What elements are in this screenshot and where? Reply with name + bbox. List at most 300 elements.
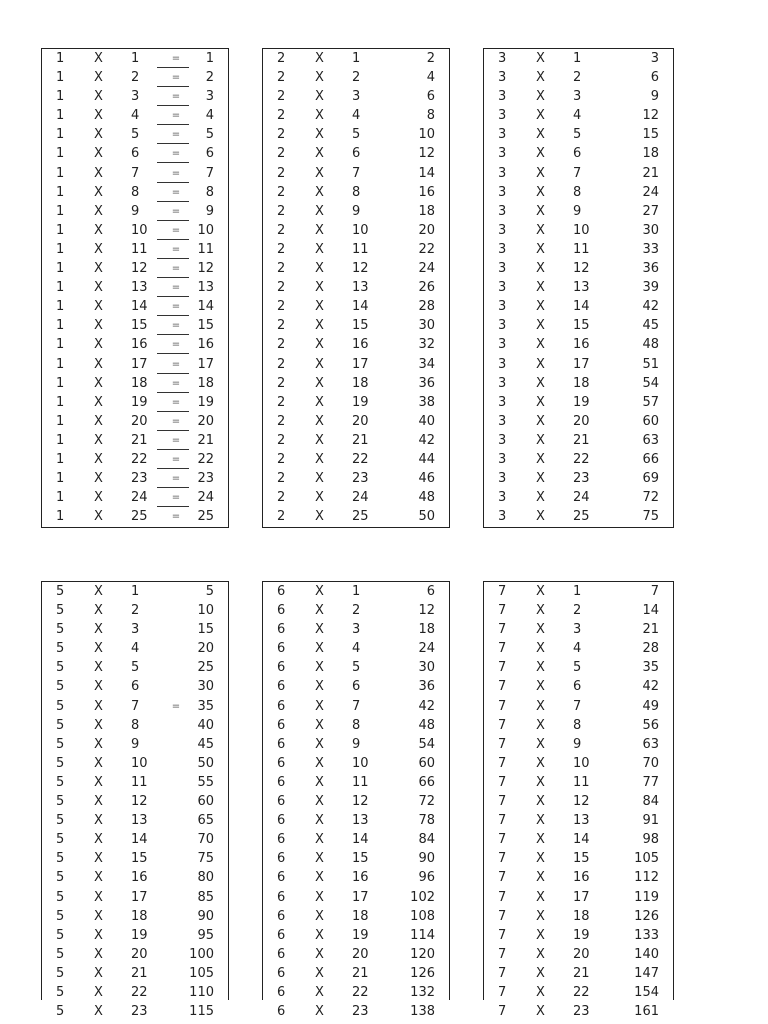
table-row bbox=[484, 639, 673, 658]
table-row bbox=[42, 792, 228, 811]
multiplier-cell: 3 bbox=[498, 337, 507, 353]
times-sign: X bbox=[536, 717, 545, 733]
multiplicand-cell: 7 bbox=[352, 698, 361, 714]
table-row bbox=[263, 469, 449, 488]
multiplicand-cell: 23 bbox=[573, 471, 590, 487]
multiplicand-cell: 19 bbox=[352, 927, 369, 943]
equals-sign: = bbox=[171, 91, 181, 103]
multiplicand-cell: 7 bbox=[131, 698, 140, 714]
multiplier-cell: 2 bbox=[277, 261, 286, 277]
times-sign: X bbox=[315, 280, 324, 296]
product-cell: 98 bbox=[642, 832, 659, 848]
multiplier-cell: 7 bbox=[498, 603, 507, 619]
product-cell: 56 bbox=[642, 717, 659, 733]
multiplier-cell: 6 bbox=[277, 889, 286, 905]
multiplicand-cell: 9 bbox=[352, 736, 361, 752]
product-cell: 14 bbox=[197, 299, 214, 315]
multiplicand-cell: 22 bbox=[573, 451, 590, 467]
multiplier-cell: 1 bbox=[56, 280, 65, 296]
table-row bbox=[263, 735, 449, 754]
multiplicand-cell: 21 bbox=[131, 432, 148, 448]
product-cell: 30 bbox=[418, 660, 435, 676]
table-row bbox=[484, 507, 673, 526]
times-sign: X bbox=[94, 660, 103, 676]
table-row bbox=[484, 316, 673, 335]
multiplicand-cell: 14 bbox=[573, 832, 590, 848]
times-sign: X bbox=[536, 736, 545, 752]
multiplicand-cell: 1 bbox=[131, 584, 140, 599]
times-sign: X bbox=[315, 755, 324, 771]
multiplier-cell: 7 bbox=[498, 851, 507, 867]
product-cell: 7 bbox=[205, 165, 214, 181]
product-cell: 19 bbox=[197, 394, 214, 410]
product-cell: 34 bbox=[418, 356, 435, 372]
product-cell: 66 bbox=[418, 774, 435, 790]
times-sign: X bbox=[536, 794, 545, 810]
multiplicand-cell: 2 bbox=[131, 70, 140, 86]
product-cell: 70 bbox=[197, 832, 214, 848]
multiplier-cell: 1 bbox=[56, 356, 65, 372]
multiplier-cell: 5 bbox=[56, 603, 65, 619]
times-table-6 bbox=[262, 581, 450, 1020]
product-cell: 20 bbox=[197, 413, 214, 429]
multiplicand-cell: 14 bbox=[352, 832, 369, 848]
multiplicand-cell: 15 bbox=[131, 318, 148, 334]
multiplier-cell: 7 bbox=[498, 660, 507, 676]
table-row bbox=[263, 202, 449, 221]
times-sign: X bbox=[315, 51, 324, 66]
equals-sign: = bbox=[171, 186, 181, 198]
table-row bbox=[484, 658, 673, 677]
product-cell: 42 bbox=[418, 698, 435, 714]
table-row bbox=[263, 716, 449, 735]
times-sign: X bbox=[94, 717, 103, 733]
times-sign: X bbox=[94, 261, 103, 277]
table-row bbox=[484, 297, 673, 316]
product-cell: 21 bbox=[642, 622, 659, 638]
table-row bbox=[263, 601, 449, 620]
multiplicand-cell: 9 bbox=[573, 736, 582, 752]
multiplier-cell: 5 bbox=[56, 1004, 65, 1020]
table-row bbox=[42, 355, 228, 374]
times-sign: X bbox=[315, 394, 324, 410]
product-cell: 138 bbox=[410, 1004, 435, 1020]
multiplier-cell: 2 bbox=[277, 394, 286, 410]
table-row bbox=[263, 374, 449, 393]
times-table-1 bbox=[41, 48, 229, 528]
multiplicand-cell: 23 bbox=[131, 471, 148, 487]
multiplier-cell: 1 bbox=[56, 261, 65, 277]
product-cell: 26 bbox=[418, 280, 435, 296]
product-cell: 72 bbox=[642, 490, 659, 506]
multiplicand-cell: 1 bbox=[352, 584, 361, 599]
times-sign: X bbox=[315, 603, 324, 619]
product-cell: 15 bbox=[642, 127, 659, 143]
times-sign: X bbox=[536, 908, 545, 924]
times-sign: X bbox=[94, 870, 103, 886]
table-row bbox=[42, 412, 228, 431]
times-sign: X bbox=[536, 509, 545, 525]
table-row bbox=[263, 907, 449, 926]
times-sign: X bbox=[315, 70, 324, 86]
multiplier-cell: 1 bbox=[56, 146, 65, 162]
multiplicand-cell: 13 bbox=[352, 280, 369, 296]
times-sign: X bbox=[94, 946, 103, 962]
product-cell: 1 bbox=[205, 51, 214, 66]
equals-sign: = bbox=[171, 72, 181, 84]
multiplicand-cell: 11 bbox=[131, 774, 148, 790]
multiplicand-cell: 15 bbox=[352, 318, 369, 334]
multiplicand-cell: 14 bbox=[131, 299, 148, 315]
multiplier-cell: 2 bbox=[277, 165, 286, 181]
times-sign: X bbox=[315, 261, 324, 277]
table-row bbox=[263, 87, 449, 106]
product-cell: 12 bbox=[197, 261, 214, 277]
multiplicand-cell: 6 bbox=[131, 146, 140, 162]
product-cell: 22 bbox=[418, 241, 435, 257]
times-table-5 bbox=[41, 581, 229, 1020]
multiplier-cell: 3 bbox=[498, 280, 507, 296]
table-row bbox=[484, 697, 673, 716]
product-cell: 91 bbox=[642, 813, 659, 829]
multiplier-cell: 2 bbox=[277, 356, 286, 372]
times-sign: X bbox=[536, 851, 545, 867]
multiplier-cell: 7 bbox=[498, 965, 507, 981]
table-row bbox=[263, 792, 449, 811]
multiplicand-cell: 15 bbox=[131, 851, 148, 867]
times-sign: X bbox=[536, 660, 545, 676]
product-cell: 108 bbox=[410, 908, 435, 924]
times-sign: X bbox=[315, 356, 324, 372]
multiplier-cell: 2 bbox=[277, 146, 286, 162]
multiplicand-cell: 18 bbox=[352, 375, 369, 391]
multiplicand-cell: 18 bbox=[573, 375, 590, 391]
multiplicand-cell: 2 bbox=[352, 603, 361, 619]
multiplicand-cell: 6 bbox=[352, 679, 361, 695]
multiplier-cell: 1 bbox=[56, 490, 65, 506]
times-sign: X bbox=[536, 356, 545, 372]
multiplicand-cell: 5 bbox=[131, 127, 140, 143]
times-sign: X bbox=[315, 432, 324, 448]
table-row bbox=[484, 811, 673, 830]
multiplicand-cell: 19 bbox=[573, 927, 590, 943]
table-row bbox=[263, 144, 449, 163]
table-row bbox=[263, 697, 449, 716]
equals-sign: = bbox=[171, 301, 181, 313]
times-sign: X bbox=[536, 965, 545, 981]
multiplicand-cell: 5 bbox=[573, 127, 582, 143]
times-sign: X bbox=[315, 413, 324, 429]
multiplicand-cell: 2 bbox=[352, 70, 361, 86]
table-row bbox=[42, 87, 228, 106]
times-sign: X bbox=[536, 261, 545, 277]
multiplicand-cell: 2 bbox=[573, 603, 582, 619]
multiplicand-cell: 16 bbox=[131, 337, 148, 353]
multiplicand-cell: 16 bbox=[352, 870, 369, 886]
multiplicand-cell: 18 bbox=[352, 908, 369, 924]
multiplier-cell: 6 bbox=[277, 984, 286, 1000]
multiplicand-cell: 5 bbox=[573, 660, 582, 676]
product-cell: 12 bbox=[418, 146, 435, 162]
product-cell: 63 bbox=[642, 736, 659, 752]
product-cell: 33 bbox=[642, 241, 659, 257]
multiplier-cell: 7 bbox=[498, 755, 507, 771]
equals-sign: = bbox=[171, 205, 181, 217]
table-row bbox=[263, 964, 449, 983]
table-row bbox=[263, 316, 449, 335]
multiplicand-cell: 9 bbox=[573, 203, 582, 219]
table-row bbox=[484, 469, 673, 488]
table-row bbox=[42, 507, 228, 526]
times-sign: X bbox=[536, 299, 545, 315]
times-sign: X bbox=[315, 698, 324, 714]
product-cell: 147 bbox=[634, 965, 659, 981]
multiplicand-cell: 5 bbox=[131, 660, 140, 676]
product-cell: 84 bbox=[418, 832, 435, 848]
times-sign: X bbox=[94, 584, 103, 599]
product-cell: 10 bbox=[197, 222, 214, 238]
multiplicand-cell: 20 bbox=[352, 946, 369, 962]
times-sign: X bbox=[536, 584, 545, 599]
product-cell: 85 bbox=[197, 889, 214, 905]
table-row bbox=[42, 811, 228, 830]
product-cell: 63 bbox=[642, 432, 659, 448]
multiplier-cell: 6 bbox=[277, 660, 286, 676]
product-cell: 9 bbox=[650, 89, 659, 105]
table-row bbox=[263, 488, 449, 507]
times-sign: X bbox=[94, 813, 103, 829]
table-row bbox=[484, 1002, 673, 1021]
multiplier-cell: 5 bbox=[56, 755, 65, 771]
multiplicand-cell: 10 bbox=[573, 755, 590, 771]
product-cell: 100 bbox=[189, 946, 214, 962]
multiplier-cell: 7 bbox=[498, 813, 507, 829]
table-row bbox=[263, 620, 449, 639]
product-cell: 49 bbox=[642, 698, 659, 714]
multiplicand-cell: 8 bbox=[352, 717, 361, 733]
multiplier-cell: 6 bbox=[277, 908, 286, 924]
times-sign: X bbox=[315, 622, 324, 638]
table-row bbox=[484, 164, 673, 183]
table-row bbox=[42, 374, 228, 393]
multiplier-cell: 1 bbox=[56, 337, 65, 353]
product-cell: 96 bbox=[418, 870, 435, 886]
times-sign: X bbox=[536, 337, 545, 353]
product-cell: 25 bbox=[197, 660, 214, 676]
multiplier-cell: 5 bbox=[56, 660, 65, 676]
table-row bbox=[484, 202, 673, 221]
table-row bbox=[263, 983, 449, 1002]
multiplier-cell: 6 bbox=[277, 755, 286, 771]
multiplier-cell: 7 bbox=[498, 984, 507, 1000]
multiplicand-cell: 17 bbox=[573, 356, 590, 372]
times-sign: X bbox=[315, 641, 324, 657]
table-row bbox=[263, 393, 449, 412]
multiplier-cell: 5 bbox=[56, 908, 65, 924]
times-sign: X bbox=[536, 70, 545, 86]
multiplier-cell: 2 bbox=[277, 509, 286, 525]
equals-sign: = bbox=[171, 110, 181, 122]
multiplier-cell: 3 bbox=[498, 261, 507, 277]
times-sign: X bbox=[315, 870, 324, 886]
multiplicand-cell: 3 bbox=[352, 89, 361, 105]
multiplicand-cell: 21 bbox=[352, 965, 369, 981]
product-cell: 25 bbox=[197, 509, 214, 525]
multiplier-cell: 2 bbox=[277, 127, 286, 143]
table-row bbox=[42, 297, 228, 316]
multiplier-cell: 5 bbox=[56, 641, 65, 657]
product-cell: 16 bbox=[197, 337, 214, 353]
multiplicand-cell: 6 bbox=[131, 679, 140, 695]
multiplier-cell: 2 bbox=[277, 108, 286, 124]
times-sign: X bbox=[94, 451, 103, 467]
product-cell: 90 bbox=[418, 851, 435, 867]
multiplier-cell: 7 bbox=[498, 736, 507, 752]
table-row bbox=[42, 221, 228, 240]
multiplier-cell: 2 bbox=[277, 89, 286, 105]
multiplicand-cell: 17 bbox=[352, 889, 369, 905]
multiplier-cell: 2 bbox=[277, 280, 286, 296]
times-sign: X bbox=[536, 127, 545, 143]
times-sign: X bbox=[94, 165, 103, 181]
multiplier-cell: 5 bbox=[56, 622, 65, 638]
multiplicand-cell: 7 bbox=[573, 698, 582, 714]
times-sign: X bbox=[94, 794, 103, 810]
multiplier-cell: 7 bbox=[498, 717, 507, 733]
times-sign: X bbox=[315, 89, 324, 105]
times-sign: X bbox=[315, 375, 324, 391]
table-row bbox=[484, 964, 673, 983]
multiplier-cell: 6 bbox=[277, 851, 286, 867]
product-cell: 115 bbox=[189, 1004, 214, 1020]
multiplicand-cell: 4 bbox=[131, 108, 140, 124]
multiplicand-cell: 3 bbox=[131, 622, 140, 638]
equals-sign: = bbox=[171, 453, 181, 465]
table-row bbox=[42, 773, 228, 792]
multiplier-cell: 2 bbox=[277, 203, 286, 219]
times-sign: X bbox=[315, 490, 324, 506]
multiplier-cell: 1 bbox=[56, 184, 65, 200]
multiplicand-cell: 25 bbox=[352, 509, 369, 525]
times-sign: X bbox=[536, 51, 545, 66]
multiplicand-cell: 19 bbox=[573, 394, 590, 410]
multiplier-cell: 3 bbox=[498, 241, 507, 257]
product-cell: 4 bbox=[426, 70, 435, 86]
table-row bbox=[42, 316, 228, 335]
multiplicand-cell: 15 bbox=[573, 851, 590, 867]
multiplicand-cell: 21 bbox=[131, 965, 148, 981]
product-cell: 21 bbox=[642, 165, 659, 181]
equals-sign: = bbox=[171, 320, 181, 332]
multiplicand-cell: 5 bbox=[352, 660, 361, 676]
times-sign: X bbox=[536, 832, 545, 848]
product-cell: 45 bbox=[642, 318, 659, 334]
multiplicand-cell: 24 bbox=[131, 490, 148, 506]
multiplier-cell: 3 bbox=[498, 451, 507, 467]
table-row bbox=[484, 582, 673, 601]
table-row bbox=[263, 355, 449, 374]
table-row bbox=[484, 868, 673, 887]
times-sign: X bbox=[94, 108, 103, 124]
product-cell: 9 bbox=[205, 203, 214, 219]
multiplier-cell: 1 bbox=[56, 451, 65, 467]
table-row bbox=[484, 677, 673, 696]
table-row bbox=[484, 620, 673, 639]
product-cell: 8 bbox=[205, 184, 214, 200]
table-row bbox=[263, 849, 449, 868]
table-row bbox=[263, 888, 449, 907]
multiplicand-cell: 11 bbox=[131, 241, 148, 257]
multiplicand-cell: 8 bbox=[352, 184, 361, 200]
product-cell: 45 bbox=[197, 736, 214, 752]
multiplicand-cell: 20 bbox=[573, 946, 590, 962]
product-cell: 114 bbox=[410, 927, 435, 943]
multiplier-cell: 6 bbox=[277, 622, 286, 638]
multiplicand-cell: 11 bbox=[352, 774, 369, 790]
times-sign: X bbox=[94, 851, 103, 867]
multiplicand-cell: 25 bbox=[573, 509, 590, 525]
table-row bbox=[484, 754, 673, 773]
table-row bbox=[42, 202, 228, 221]
times-sign: X bbox=[315, 165, 324, 181]
table-row bbox=[484, 240, 673, 259]
times-sign: X bbox=[315, 946, 324, 962]
table-row bbox=[42, 431, 228, 450]
multiplier-cell: 2 bbox=[277, 222, 286, 238]
multiplicand-cell: 24 bbox=[352, 490, 369, 506]
product-cell: 24 bbox=[197, 490, 214, 506]
multiplier-cell: 7 bbox=[498, 870, 507, 886]
product-cell: 10 bbox=[197, 603, 214, 619]
product-cell: 54 bbox=[418, 736, 435, 752]
table-row bbox=[263, 658, 449, 677]
multiplicand-cell: 6 bbox=[573, 146, 582, 162]
multiplier-cell: 2 bbox=[277, 184, 286, 200]
table-row bbox=[263, 240, 449, 259]
times-sign: X bbox=[536, 984, 545, 1000]
multiplier-cell: 6 bbox=[277, 832, 286, 848]
times-sign: X bbox=[94, 889, 103, 905]
times-sign: X bbox=[536, 451, 545, 467]
times-sign: X bbox=[536, 318, 545, 334]
product-cell: 66 bbox=[642, 451, 659, 467]
multiplier-cell: 3 bbox=[498, 51, 507, 66]
product-cell: 84 bbox=[642, 794, 659, 810]
table-row bbox=[263, 926, 449, 945]
multiplier-cell: 3 bbox=[498, 318, 507, 334]
table-row bbox=[42, 259, 228, 278]
table-row bbox=[484, 792, 673, 811]
multiplicand-cell: 16 bbox=[131, 870, 148, 886]
table-row bbox=[42, 849, 228, 868]
product-cell: 77 bbox=[642, 774, 659, 790]
times-sign: X bbox=[94, 432, 103, 448]
multiplicand-cell: 22 bbox=[352, 984, 369, 1000]
equals-sign: = bbox=[171, 396, 181, 408]
product-cell: 2 bbox=[205, 70, 214, 86]
multiplier-cell: 1 bbox=[56, 127, 65, 143]
product-cell: 22 bbox=[197, 451, 214, 467]
multiplicand-cell: 12 bbox=[131, 261, 148, 277]
product-cell: 30 bbox=[197, 679, 214, 695]
table-row bbox=[42, 393, 228, 412]
table-row bbox=[484, 945, 673, 964]
times-sign: X bbox=[315, 965, 324, 981]
multiplier-cell: 2 bbox=[277, 471, 286, 487]
multiplicand-cell: 20 bbox=[131, 413, 148, 429]
table-row bbox=[484, 601, 673, 620]
times-sign: X bbox=[536, 490, 545, 506]
